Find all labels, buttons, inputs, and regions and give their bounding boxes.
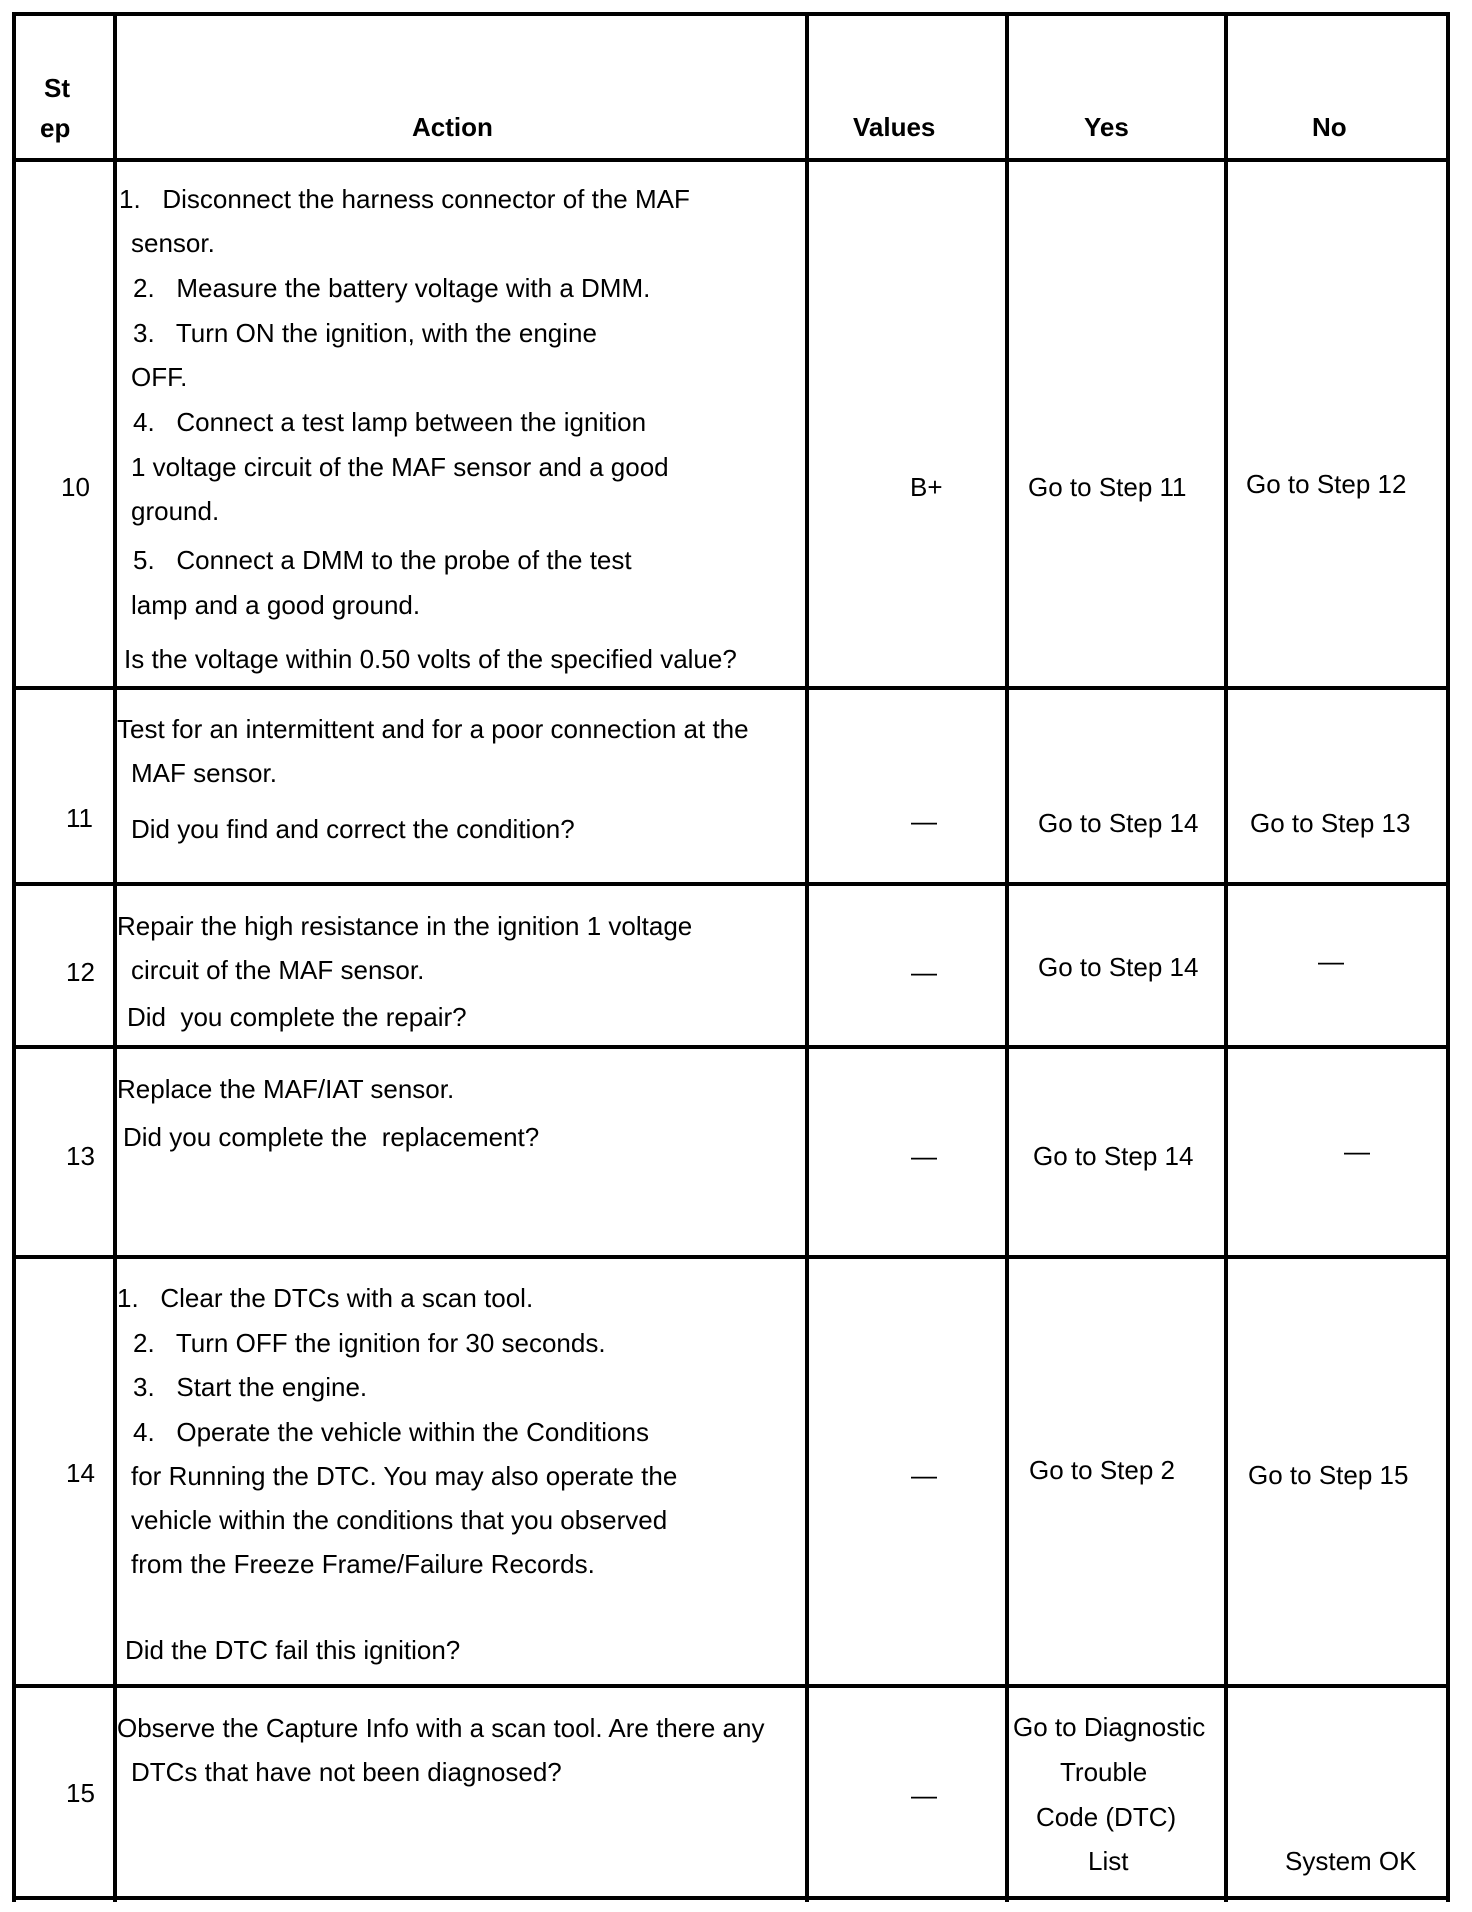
- row-divider: [12, 1045, 1450, 1049]
- column-divider: [12, 12, 16, 1902]
- action-line: Replace the MAF/IAT sensor.: [117, 1074, 455, 1104]
- no-cell: Go to Step 15: [1248, 1460, 1409, 1490]
- action-line: from the Freeze Frame/Failure Records.: [131, 1549, 595, 1579]
- yes-cell-line: Trouble: [1060, 1757, 1148, 1787]
- action-line: DTCs that have not been diagnosed?: [131, 1757, 562, 1787]
- yes-cell: Go to Step 14: [1038, 952, 1199, 982]
- action-line: 5. Connect a DMM to the probe of the test: [133, 545, 632, 575]
- action-line: Did you complete the repair?: [127, 1002, 467, 1032]
- step-number: 10: [61, 472, 90, 502]
- action-line: 3. Start the engine.: [133, 1372, 368, 1402]
- header-no: No: [1312, 112, 1347, 142]
- step-number: 15: [66, 1778, 95, 1808]
- row-divider: [12, 1684, 1450, 1688]
- no-cell: Go to Step 12: [1246, 469, 1407, 499]
- action-line: for Running the DTC. You may also operate the: [131, 1461, 678, 1491]
- yes-cell: Go to Step 11: [1028, 472, 1187, 502]
- action-line: Is the voltage within 0.50 volts of the specified value?: [124, 644, 737, 674]
- step-number: 13: [66, 1141, 95, 1171]
- header-values: Values: [853, 112, 936, 142]
- no-cell: —: [1318, 946, 1344, 976]
- action-line: Repair the high resistance in the ignition 1 voltage: [117, 911, 693, 941]
- action-line: sensor.: [131, 228, 215, 258]
- values-cell: —: [911, 806, 937, 836]
- values-cell: —: [911, 1460, 937, 1490]
- action-line: Observe the Capture Info with a scan tool. Are there any: [117, 1713, 765, 1743]
- column-divider: [113, 12, 117, 1902]
- column-divider: [1005, 12, 1009, 1902]
- yes-cell: Go to Step 2: [1029, 1455, 1175, 1485]
- action-line: circuit of the MAF sensor.: [131, 955, 425, 985]
- header-step-line2: ep: [40, 113, 71, 143]
- header-divider: [12, 158, 1450, 162]
- table-border-bottom: [12, 1896, 1450, 1900]
- values-cell: —: [911, 957, 937, 987]
- values-cell: —: [911, 1141, 937, 1171]
- action-line: MAF sensor.: [131, 758, 277, 788]
- action-line: OFF.: [131, 362, 188, 392]
- header-action: Action: [412, 112, 493, 142]
- row-divider: [12, 1255, 1450, 1259]
- step-number: 11: [66, 803, 93, 833]
- action-line: 1 voltage circuit of the MAF sensor and a good: [131, 452, 669, 482]
- values-cell: B+: [910, 472, 943, 502]
- row-divider: [12, 882, 1450, 886]
- action-line: 2. Measure the battery voltage with a DMM.: [133, 273, 651, 303]
- action-line: lamp and a good ground.: [131, 590, 421, 620]
- action-line: 4. Connect a test lamp between the ignition: [133, 407, 647, 437]
- action-line: 2. Turn OFF the ignition for 30 seconds.: [133, 1328, 606, 1358]
- yes-cell-line: Go to Diagnostic: [1013, 1712, 1206, 1742]
- no-cell: Go to Step 13: [1250, 808, 1411, 838]
- action-line: Did the DTC fail this ignition?: [125, 1635, 461, 1665]
- step-number: 14: [66, 1458, 95, 1488]
- table-border-right: [1446, 12, 1450, 1902]
- no-cell: System OK: [1285, 1846, 1417, 1876]
- yes-cell-line: List: [1088, 1846, 1129, 1876]
- action-line: Did you complete the replacement?: [123, 1122, 540, 1152]
- row-divider: [12, 686, 1450, 690]
- action-line: Test for an intermittent and for a poor connection at the: [117, 714, 749, 744]
- no-cell: —: [1344, 1136, 1370, 1166]
- action-line: 3. Turn ON the ignition, with the engine: [133, 318, 597, 348]
- header-step-line1: St: [44, 73, 70, 103]
- table-border-top: [12, 12, 1450, 16]
- action-line: 1. Disconnect the harness connector of the MAF: [119, 184, 690, 214]
- action-line: 1. Clear the DTCs with a scan tool.: [117, 1283, 534, 1313]
- action-line: 4. Operate the vehicle within the Conditions: [133, 1417, 649, 1447]
- values-cell: —: [911, 1780, 937, 1810]
- action-line: vehicle within the conditions that you observed: [131, 1505, 668, 1535]
- action-line: Did you find and correct the condition?: [131, 814, 575, 844]
- step-number: 12: [66, 957, 95, 987]
- header-yes: Yes: [1084, 112, 1129, 142]
- column-divider: [805, 12, 809, 1902]
- yes-cell: Go to Step 14: [1038, 808, 1199, 838]
- yes-cell: Go to Step 14: [1033, 1141, 1194, 1171]
- action-line: ground.: [131, 496, 220, 526]
- yes-cell-line: Code (DTC): [1036, 1802, 1177, 1832]
- column-divider: [1224, 12, 1228, 1902]
